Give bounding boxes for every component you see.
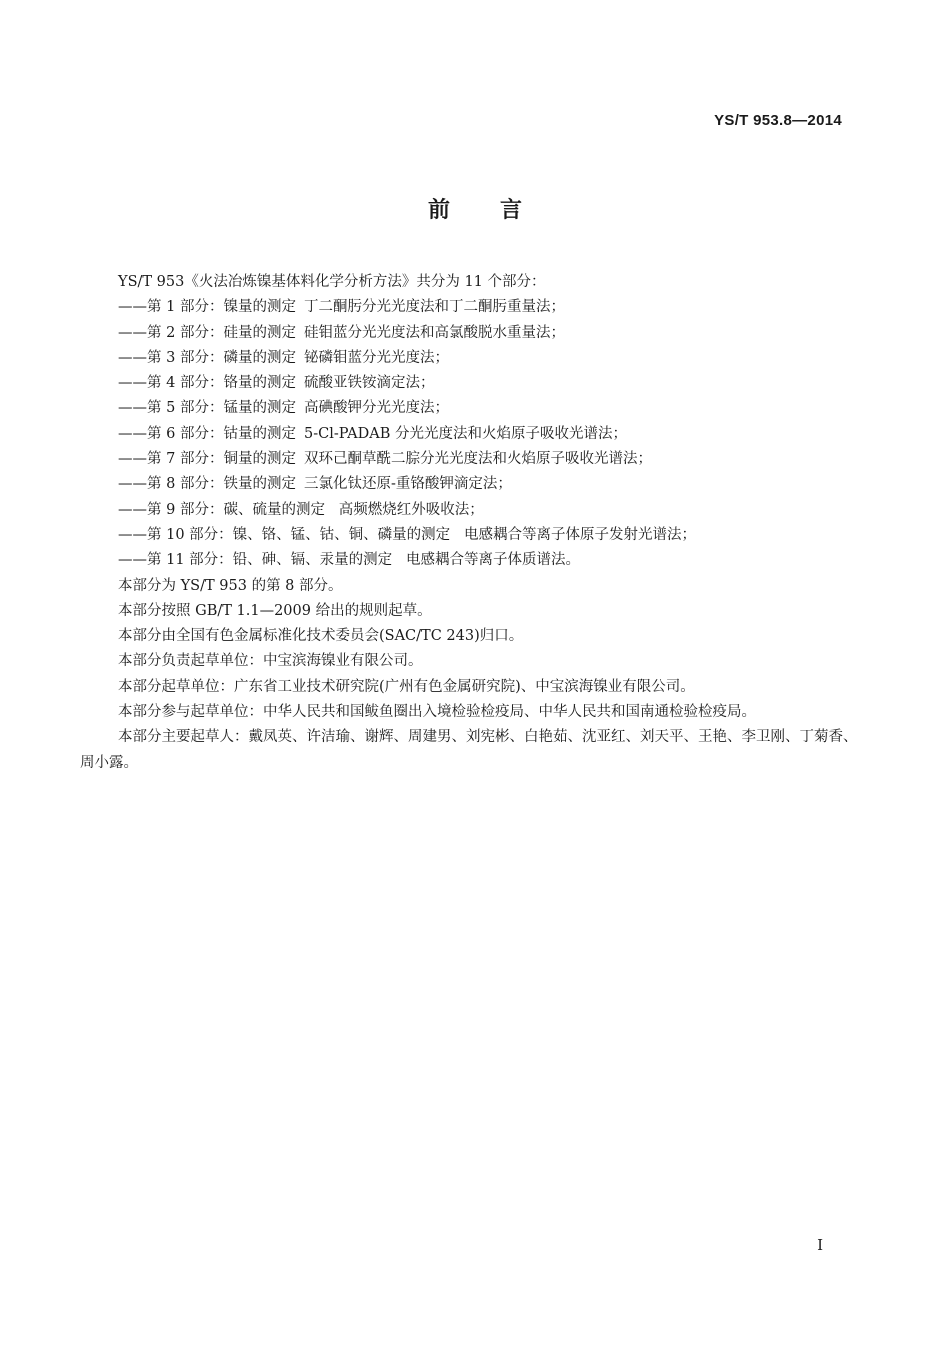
responsible-unit-paragraph: 本部分负责起草单位：中宝滨海镍业有限公司。 [118,653,423,670]
parts-list [80,295,860,573]
list-item: ——第 2 部分：硅量的测定 硅钼蓝分光光度法和高氯酸脱水重量法； [118,324,565,341]
page-number: I [817,1236,823,1254]
proposed-by-paragraph: 本部分由全国有色金属标准化技术委员会(SAC/TC 243)归口。 [118,628,524,645]
list-item: ——第 11 部分：铅、砷、镉、汞量的测定 电感耦合等离子体质谱法。 [118,552,580,569]
list-item: ——第 6 部分：钴量的测定 5-Cl-PADAB 分光光度法和火焰原子吸收光谱法； [118,425,628,442]
intro-paragraph: YS/T 953《火法冶炼镍基体料化学分析方法》共分为 11 个部分： [118,274,546,290]
list-item: ——第 10 部分：镍、铬、锰、钴、铜、磷量的测定 电感耦合等离子体原子发射光谱法； [118,526,696,543]
list-item: ——第 4 部分：铬量的测定 硫酸亚铁铵滴定法； [118,375,435,392]
page-title: 前言 [427,198,572,223]
list-item: ——第 5 部分：锰量的测定 高碘酸钾分光光度法； [118,400,449,417]
foreword-body [80,270,860,776]
drafting-units-paragraph: 本部分起草单位：广东省工业技术研究院(广州有色金属研究院)、中宝滨海镍业有限公司。 [118,678,695,695]
list-item: ——第 3 部分：磷量的测定 铋磷钼蓝分光光度法； [118,349,449,366]
list-item: ——第 1 部分：镍量的测定 丁二酮肟分光光度法和丁二酮肟重量法； [118,299,565,316]
part-of-paragraph: 本部分为 YS/T 953 的第 8 部分。 [118,577,343,594]
standard-code: YS/T 953.8—2014 [714,112,842,129]
list-item: ——第 8 部分：铁量的测定 三氯化钛还原-重铬酸钾滴定法； [118,476,512,493]
list-item: ——第 7 部分：铜量的测定 双环己酮草酰二腙分光光度法和火焰原子吸收光谱法； [118,451,652,468]
list-item: ——第 9 部分：碳、硫量的测定 高频燃烧红外吸收法； [118,501,484,518]
participating-units-paragraph: 本部分参与起草单位：中华人民共和国鲅鱼圈出入境检验检疫局、中华人民共和国南通检验检疫局。 [118,704,756,721]
drafting-rules-paragraph: 本部分按照 GB/T 1.1—2009 给出的规则起草。 [118,602,432,619]
drafters-paragraph: 本部分主要起草人：戴凤英、许洁瑜、谢辉、周建男、刘宪彬、白艳茹、沈亚红、刘天平、王艳、李卫刚、丁菊香、周小露。 [80,729,858,771]
